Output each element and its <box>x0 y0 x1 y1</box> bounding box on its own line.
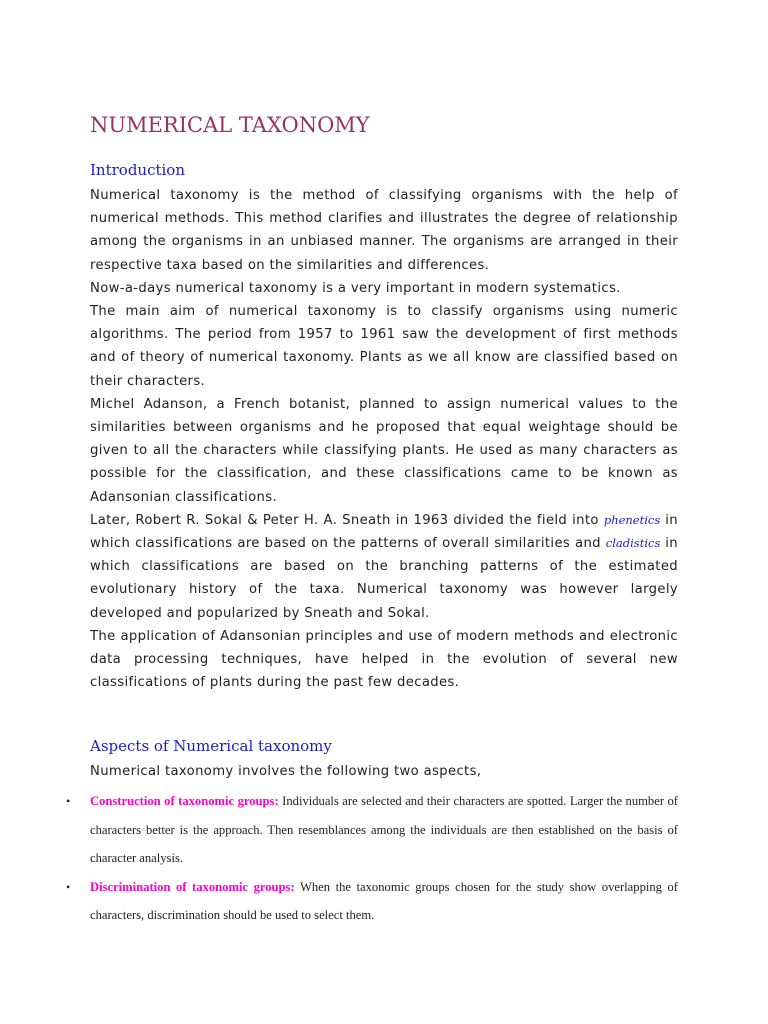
cladistics-link[interactable]: cladistics <box>605 536 661 551</box>
phenetics-link[interactable]: phenetics <box>603 512 661 527</box>
intro-paragraph-5 <box>90 509 678 625</box>
intro-paragraph-4: Michel Adanson, a French botanist, planned to assign numerical values to the similarities between organisms and he proposed that equal weightage should be given to all the characters while classifying plants. He used as many characters as possible for the classification, and these classifications came to be known as Adansonian classifications. <box>90 396 678 505</box>
list-item <box>66 787 678 873</box>
intro-paragraph-1: Numerical taxonomy is the method of classifying organisms with the help of numerical methods. This method clarifies and illustrates the degree of relationship among the organisms in an unbiased manner. The organisms are arranged in their respective taxa based on the similarities and differences. <box>90 188 678 273</box>
bullet-icon: • <box>66 879 71 894</box>
intro-paragraph-3: The main aim of numerical taxonomy is to classify organisms using numeric algorithms. The period from 1957 to 1961 saw the development of first methods and of theory of numerical taxonomy. Plants as we all know are classified based on their characters. <box>90 304 678 389</box>
intro-paragraph-2: Now-a-days numerical taxonomy is a very important in modern systematics. <box>90 280 621 296</box>
bullet-label: Discrimination of taxonomic groups: <box>90 879 295 894</box>
bullet-text: Individuals are selected and their characters are spotted. Larger the number of characters better is the approach. Then resemblances among the individuals are then established on the basis of character analysis. <box>90 794 678 866</box>
introduction-heading: Introduction <box>90 161 185 179</box>
intro-paragraph-5-part-a: Later, Robert R. Sokal & Peter H. A. Sneath in 1963 divided the field into <box>90 512 599 528</box>
list-item <box>66 873 679 930</box>
aspects-heading: Aspects of Numerical taxonomy <box>90 737 332 755</box>
aspects-intro-text: Numerical taxonomy involves the following two aspects, <box>90 764 482 779</box>
page-title: NUMERICAL TAXONOMY <box>90 113 370 137</box>
intro-paragraph-5-part-b: in which classifications are based on the patterns of overall similarities and <box>90 512 679 552</box>
introduction-body <box>90 184 678 694</box>
bullet-label: Construction of taxonomic groups: <box>90 794 279 808</box>
bullet-icon: • <box>66 794 71 808</box>
aspects-intro <box>90 760 678 783</box>
intro-paragraph-5-part-c: in which classifications are based on the branching patterns of the estimated evolutionary history of the taxa. Numerical taxonomy was however largely developed and popularized by Sneath and Sokal. <box>90 536 678 621</box>
bullet-text: When the taxonomic groups chosen for the study show overlapping of characters, discrimination should be used to select them. <box>90 879 679 923</box>
intro-paragraph-6: The application of Adansonian principles and use of modern methods and electronic data processing techniques, have helped in the evolution of several new classifications of plants during the past few decades. <box>90 628 678 691</box>
aspects-list <box>66 787 679 930</box>
